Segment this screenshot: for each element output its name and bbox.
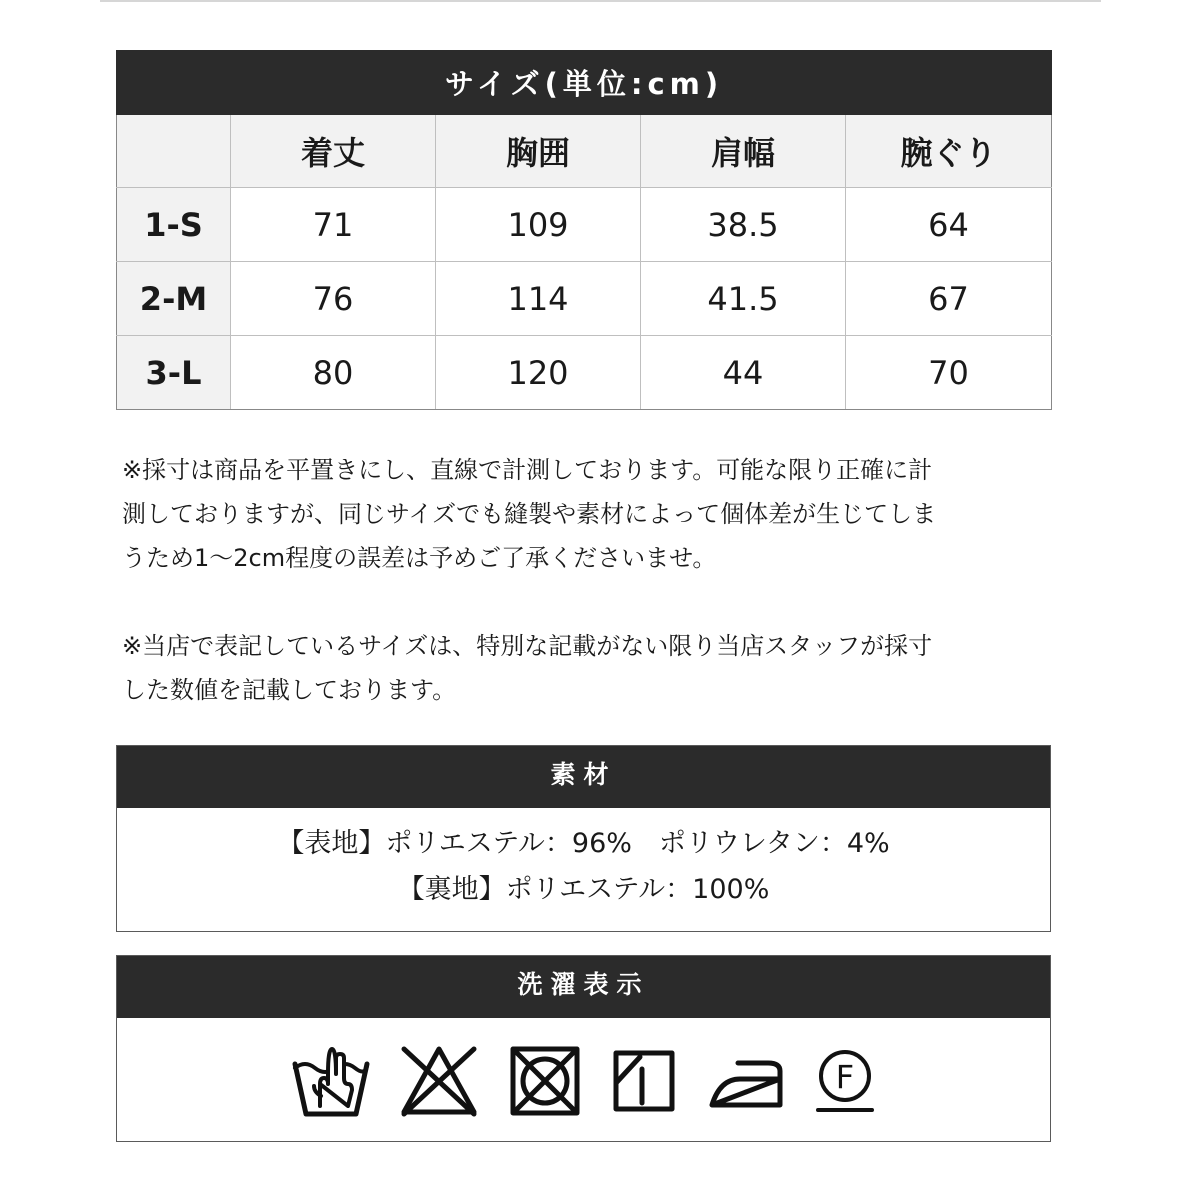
note-line: ※採寸は商品を平置きにし、直線で計測しております。可能な限り正確に計 (122, 456, 933, 484)
note-line: うため1～2cm程度の誤差は予めご了承くださいませ。 (122, 544, 717, 572)
no-tumble-dry-icon (508, 1044, 582, 1118)
table-cell: 114 (436, 262, 641, 336)
table-cell: 67 (846, 262, 1052, 336)
material-body (117, 808, 1050, 913)
header-armhole: 腕ぐり (846, 115, 1052, 188)
row-size-label: 1-S (117, 188, 231, 262)
lining-composition: 【裏地】ポリエステル：100% (397, 874, 770, 905)
top-divider (100, 0, 1101, 2)
material-title: 素材 (117, 746, 1050, 808)
table-cell: 120 (436, 336, 641, 410)
header-corner-cell (117, 115, 231, 188)
line-dry-icon (612, 1049, 676, 1113)
table-cell: 64 (846, 188, 1052, 262)
table-cell: 70 (846, 336, 1052, 410)
table-cell: 41.5 (641, 262, 846, 336)
table-cell: 80 (231, 336, 436, 410)
size-table (116, 50, 1052, 410)
care-icons-row (117, 1018, 1050, 1118)
note-line: した数値を記載しております。 (122, 676, 457, 704)
measurement-note (122, 448, 1057, 580)
table-row (117, 188, 1052, 262)
size-table-header-row (117, 115, 1052, 188)
table-cell: 76 (231, 262, 436, 336)
low-iron-icon (706, 1049, 786, 1113)
header-shoulder: 肩幅 (641, 115, 846, 188)
table-row (117, 336, 1052, 410)
table-row (117, 262, 1052, 336)
outer-fabric-composition: 【表地】ポリエステル：96% ポリウレタン：4% (277, 828, 890, 859)
header-chest: 胸囲 (436, 115, 641, 188)
size-table-title: サイズ(単位:cm) (117, 51, 1052, 115)
dry-clean-f-icon (816, 1048, 876, 1114)
note-line: 測しておりますが、同じサイズでも縫製や素材によって個体差が生じてしま (122, 500, 937, 528)
dry-clean-letter: F (835, 1058, 854, 1096)
header-length: 着丈 (231, 115, 436, 188)
hand-wash-icon (292, 1044, 370, 1118)
table-cell: 38.5 (641, 188, 846, 262)
table-cell: 109 (436, 188, 641, 262)
material-section (116, 745, 1051, 932)
measurement-notes (122, 448, 1057, 712)
table-cell: 71 (231, 188, 436, 262)
care-title: 洗濯表示 (117, 956, 1050, 1018)
staff-measurement-note (122, 624, 1057, 712)
note-line: ※当店で表記しているサイズは、特別な記載がない限り当店スタッフが採寸 (122, 632, 933, 660)
no-bleach-icon (400, 1044, 478, 1118)
care-label-section (116, 955, 1051, 1142)
row-size-label: 2-M (117, 262, 231, 336)
table-cell: 44 (641, 336, 846, 410)
row-size-label: 3-L (117, 336, 231, 410)
